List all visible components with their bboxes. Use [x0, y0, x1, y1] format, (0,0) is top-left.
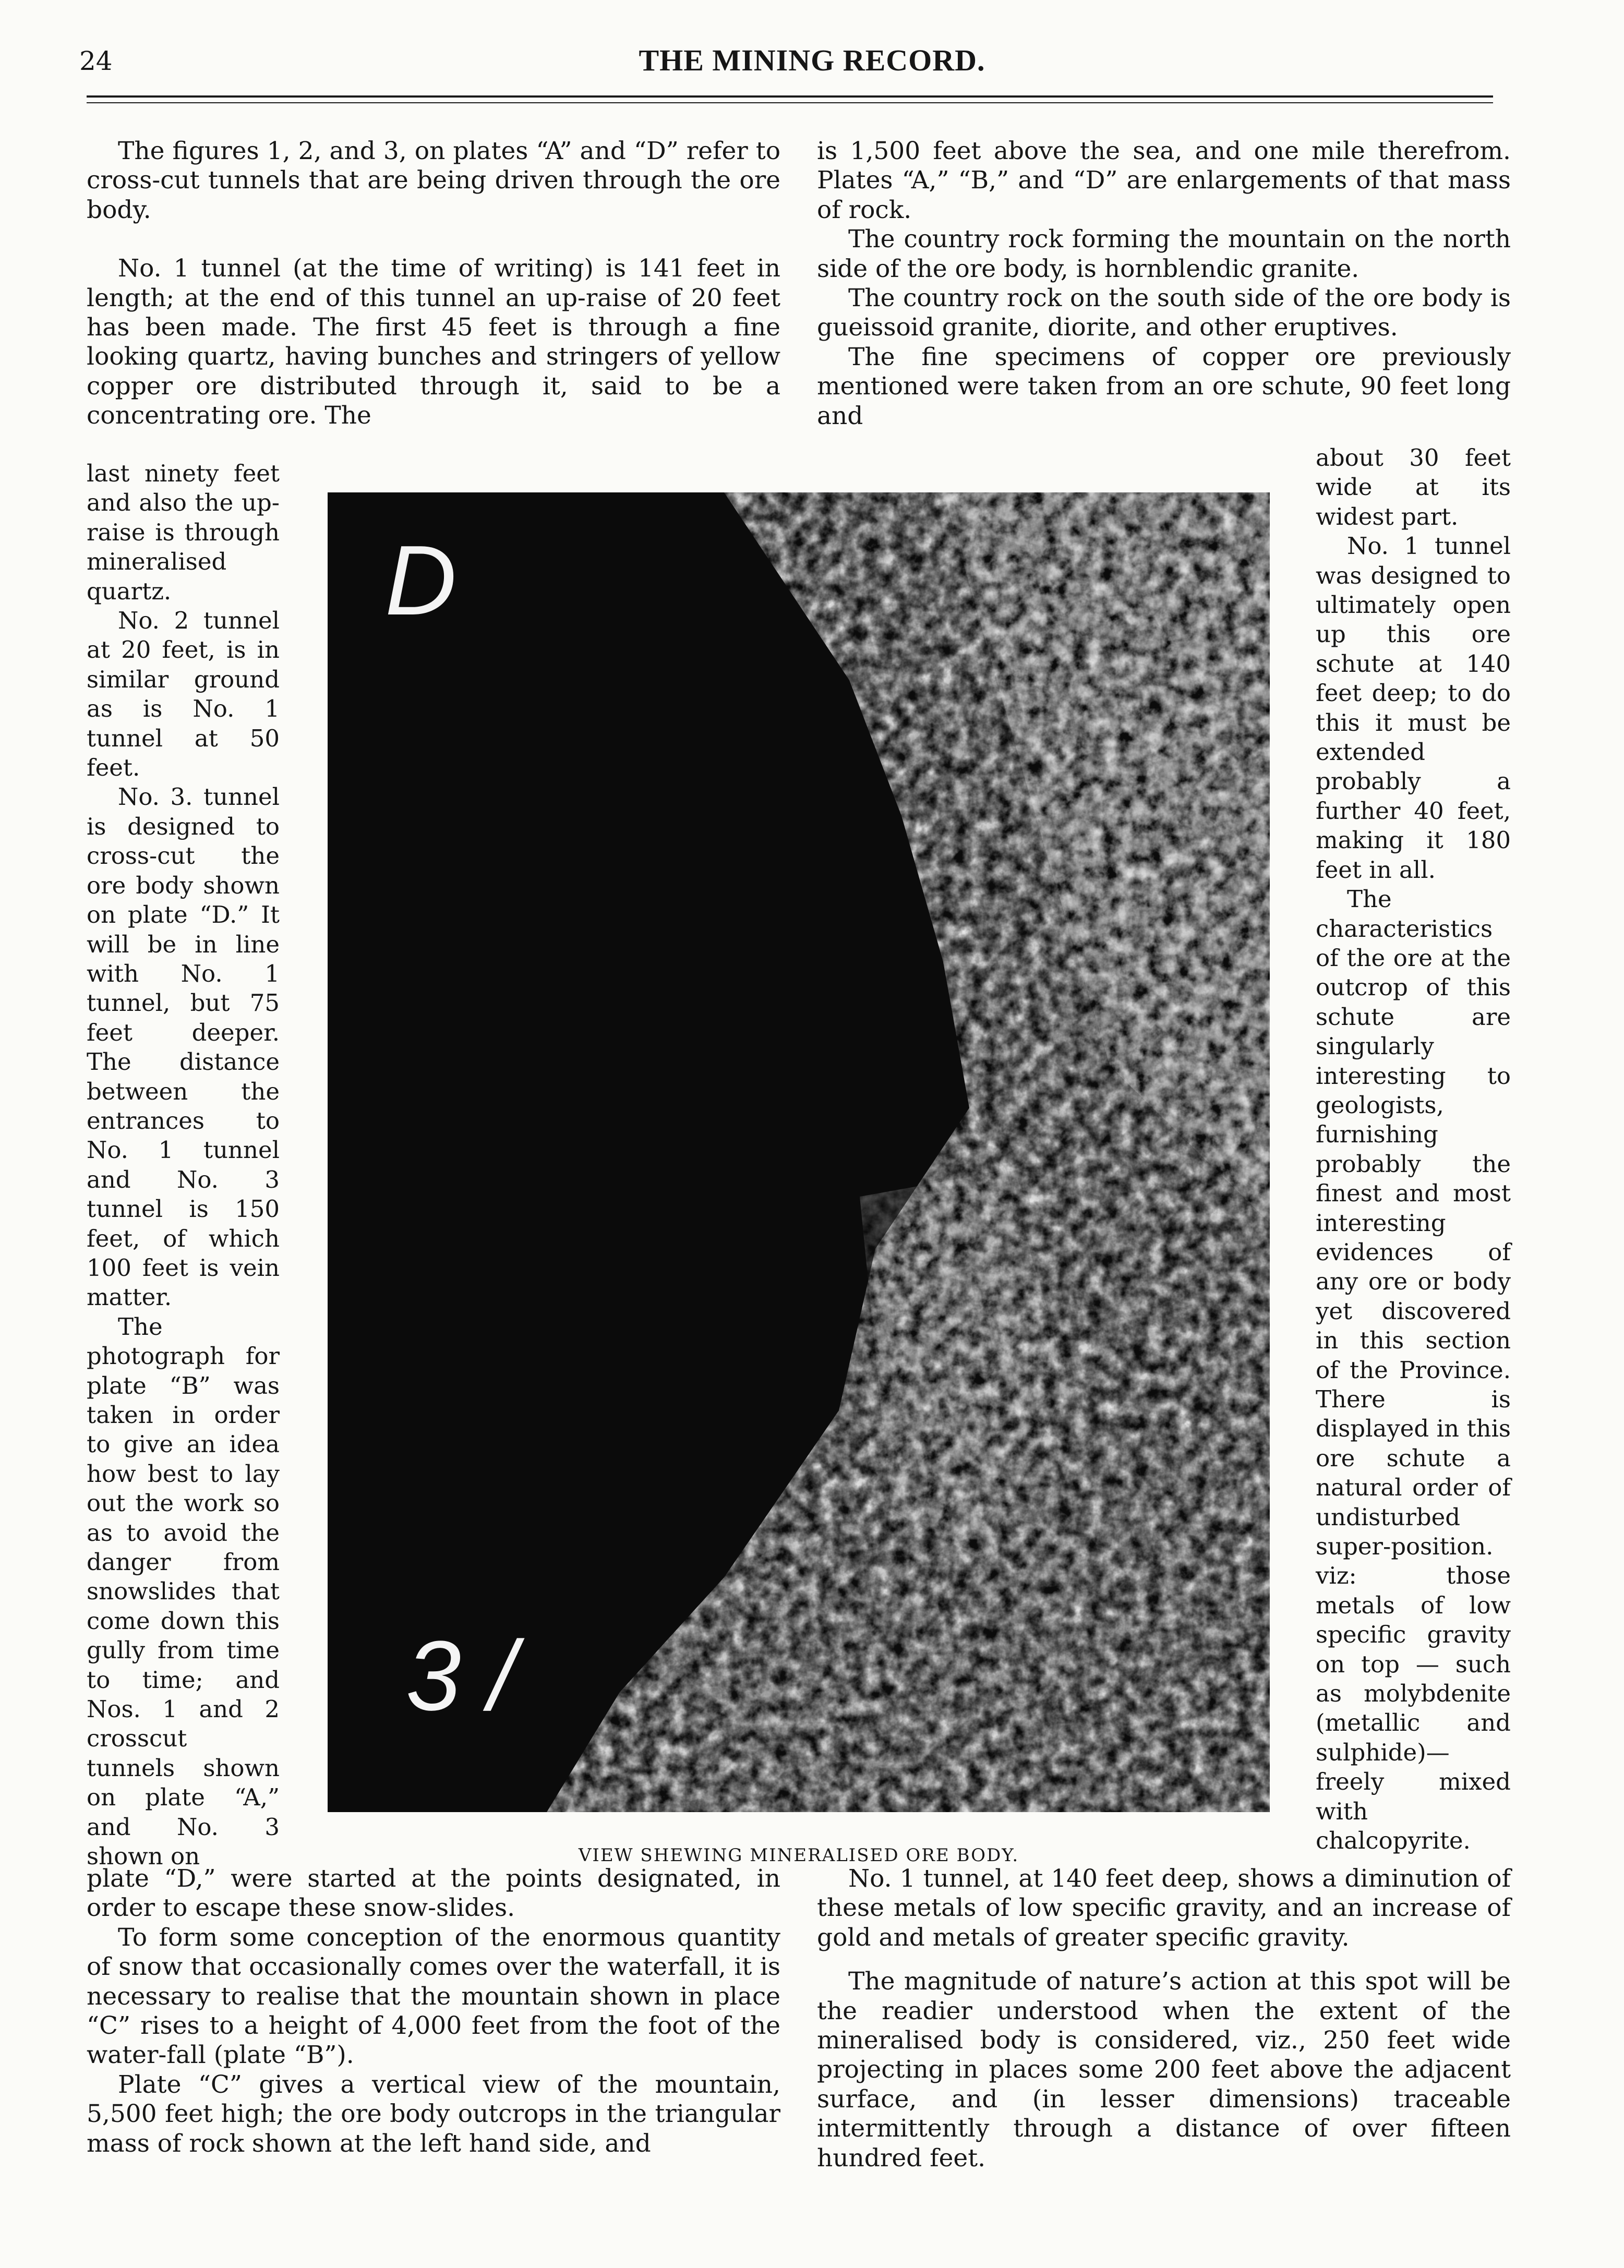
paragraph: No. 1 tunnel (at the time of writing) is 141 feet in length; at the end of this tunnel an up-raise of 20 feet has been made. The first 45 feet is through a fine looking quartz, having bunches and stringers of yellow copper ore distributed through it, said to be a concentrating ore. The — [87, 254, 780, 430]
paragraph: The country rock forming the mountain on the north side of the ore body, is hornblendic granite. — [817, 225, 1511, 283]
paragraph: is 1,500 feet above the sea, and one mile therefrom. Plates “A,” “B,” and “D” are enlargements of that mass of rock. — [817, 137, 1511, 224]
paragraph: Plate “C” gives a vertical view of the mountain, 5,500 feet high; the ore body outcrops in the triangular mass of rock shown at the left hand side, and — [87, 2070, 780, 2158]
paragraph: The photograph for plate “B” was taken in order to give an idea how best to lay out the work so as to avoid the danger from snowslides that come down this gully from time to time; and Nos. 1 and 2 crosscut tunnels shown on plate “A,” and No. 3 shown on — [87, 1312, 280, 1871]
paragraph: The fine specimens of copper ore previously mentioned were taken from an ore schute, 90 feet long and — [817, 342, 1511, 430]
paragraph: The country rock on the south side of the ore body is gueissoid granite, diorite, and other eruptives. — [817, 284, 1511, 342]
paragraph: The figures 1, 2, and 3, on plates “A” and “D” refer to cross-cut tunnels that are being driven through the ore body. — [87, 137, 780, 224]
paragraph: No. 3. tunnel is designed to cross-cut the ore body shown on plate “D.” It will be in line with No. 1 tunnel, but 75 feet deeper. The distance between the entrances to No. 1 tunnel and No. 3 tunnel is 150 feet, of which 100 feet is vein matter. — [87, 783, 280, 1311]
header-rule — [87, 95, 1493, 98]
plate-label-d: D — [385, 525, 457, 636]
plate-photograph — [328, 492, 1270, 1812]
paragraph: No. 2 tunnel at 20 feet, is in similar ground as is No. 1 tunnel at 50 feet. — [87, 607, 280, 782]
header-rule-thin — [87, 102, 1493, 103]
paragraph: plate “D,” were started at the points designated, in order to escape these snow-slides. — [87, 1864, 780, 1923]
right-column-bottom — [817, 1864, 1511, 2173]
right-column-narrow — [1316, 443, 1511, 1856]
page-number: 24 — [79, 46, 113, 76]
paragraph: No. 1 tunnel was designed to ultimately open up this ore schute at 140 feet deep; to do this it must be extended probably a further 40 feet, making it 180 feet in all. — [1316, 532, 1511, 884]
paragraph: The magnitude of nature’s action at this spot will be the readier understood when the extent of the mineralised body is considered, viz., 250 feet wide projecting in places some 200 feet above the adjacent surface, and (in lesser dimensions) traceable intermittently through a distance of over fifteen hundred feet. — [817, 1967, 1511, 2173]
plate-caption: VIEW SHEWING MINERALISED ORE BODY. — [578, 1845, 1019, 1866]
plate-label-3: 3 / — [406, 1621, 516, 1731]
paragraph: about 30 feet wide at its widest part. — [1316, 444, 1511, 530]
left-column-narrow — [87, 459, 280, 1872]
left-column-bottom — [87, 1864, 780, 2158]
paragraph: The characteristics of the ore at the outcrop of this schute are singularly interesting to geologists, furnishing probably the finest and most interesting evidences of any ore or body yet discovered in this section of the Province. There is displayed in this ore schute a natural order of undisturbed super-position. viz: those metals of low specific gravity on top — such as molybdenite (metallic and sulphide)—freely mixed with chalcopyrite. — [1316, 885, 1511, 1855]
right-column-top — [817, 137, 1511, 431]
paragraph: last ninety feet and also the up-raise is through mineralised quartz. — [87, 460, 280, 605]
page-header — [0, 0, 1624, 104]
left-column-top — [87, 137, 780, 431]
paragraph: To form some conception of the enormous quantity of snow that occasionally comes over the waterfall, it is necessary to realise that the mountain shown in place “C” rises to a height of 4,000 feet from the foot of the water-fall (plate “B”). — [87, 1923, 780, 2070]
paragraph: No. 1 tunnel, at 140 feet deep, shows a diminution of these metals of low specific gravity, and an increase of gold and metals of greater specific gravity. — [817, 1864, 1511, 1952]
running-title: THE MINING RECORD. — [639, 43, 985, 77]
ore-body-photo — [328, 492, 1270, 1812]
